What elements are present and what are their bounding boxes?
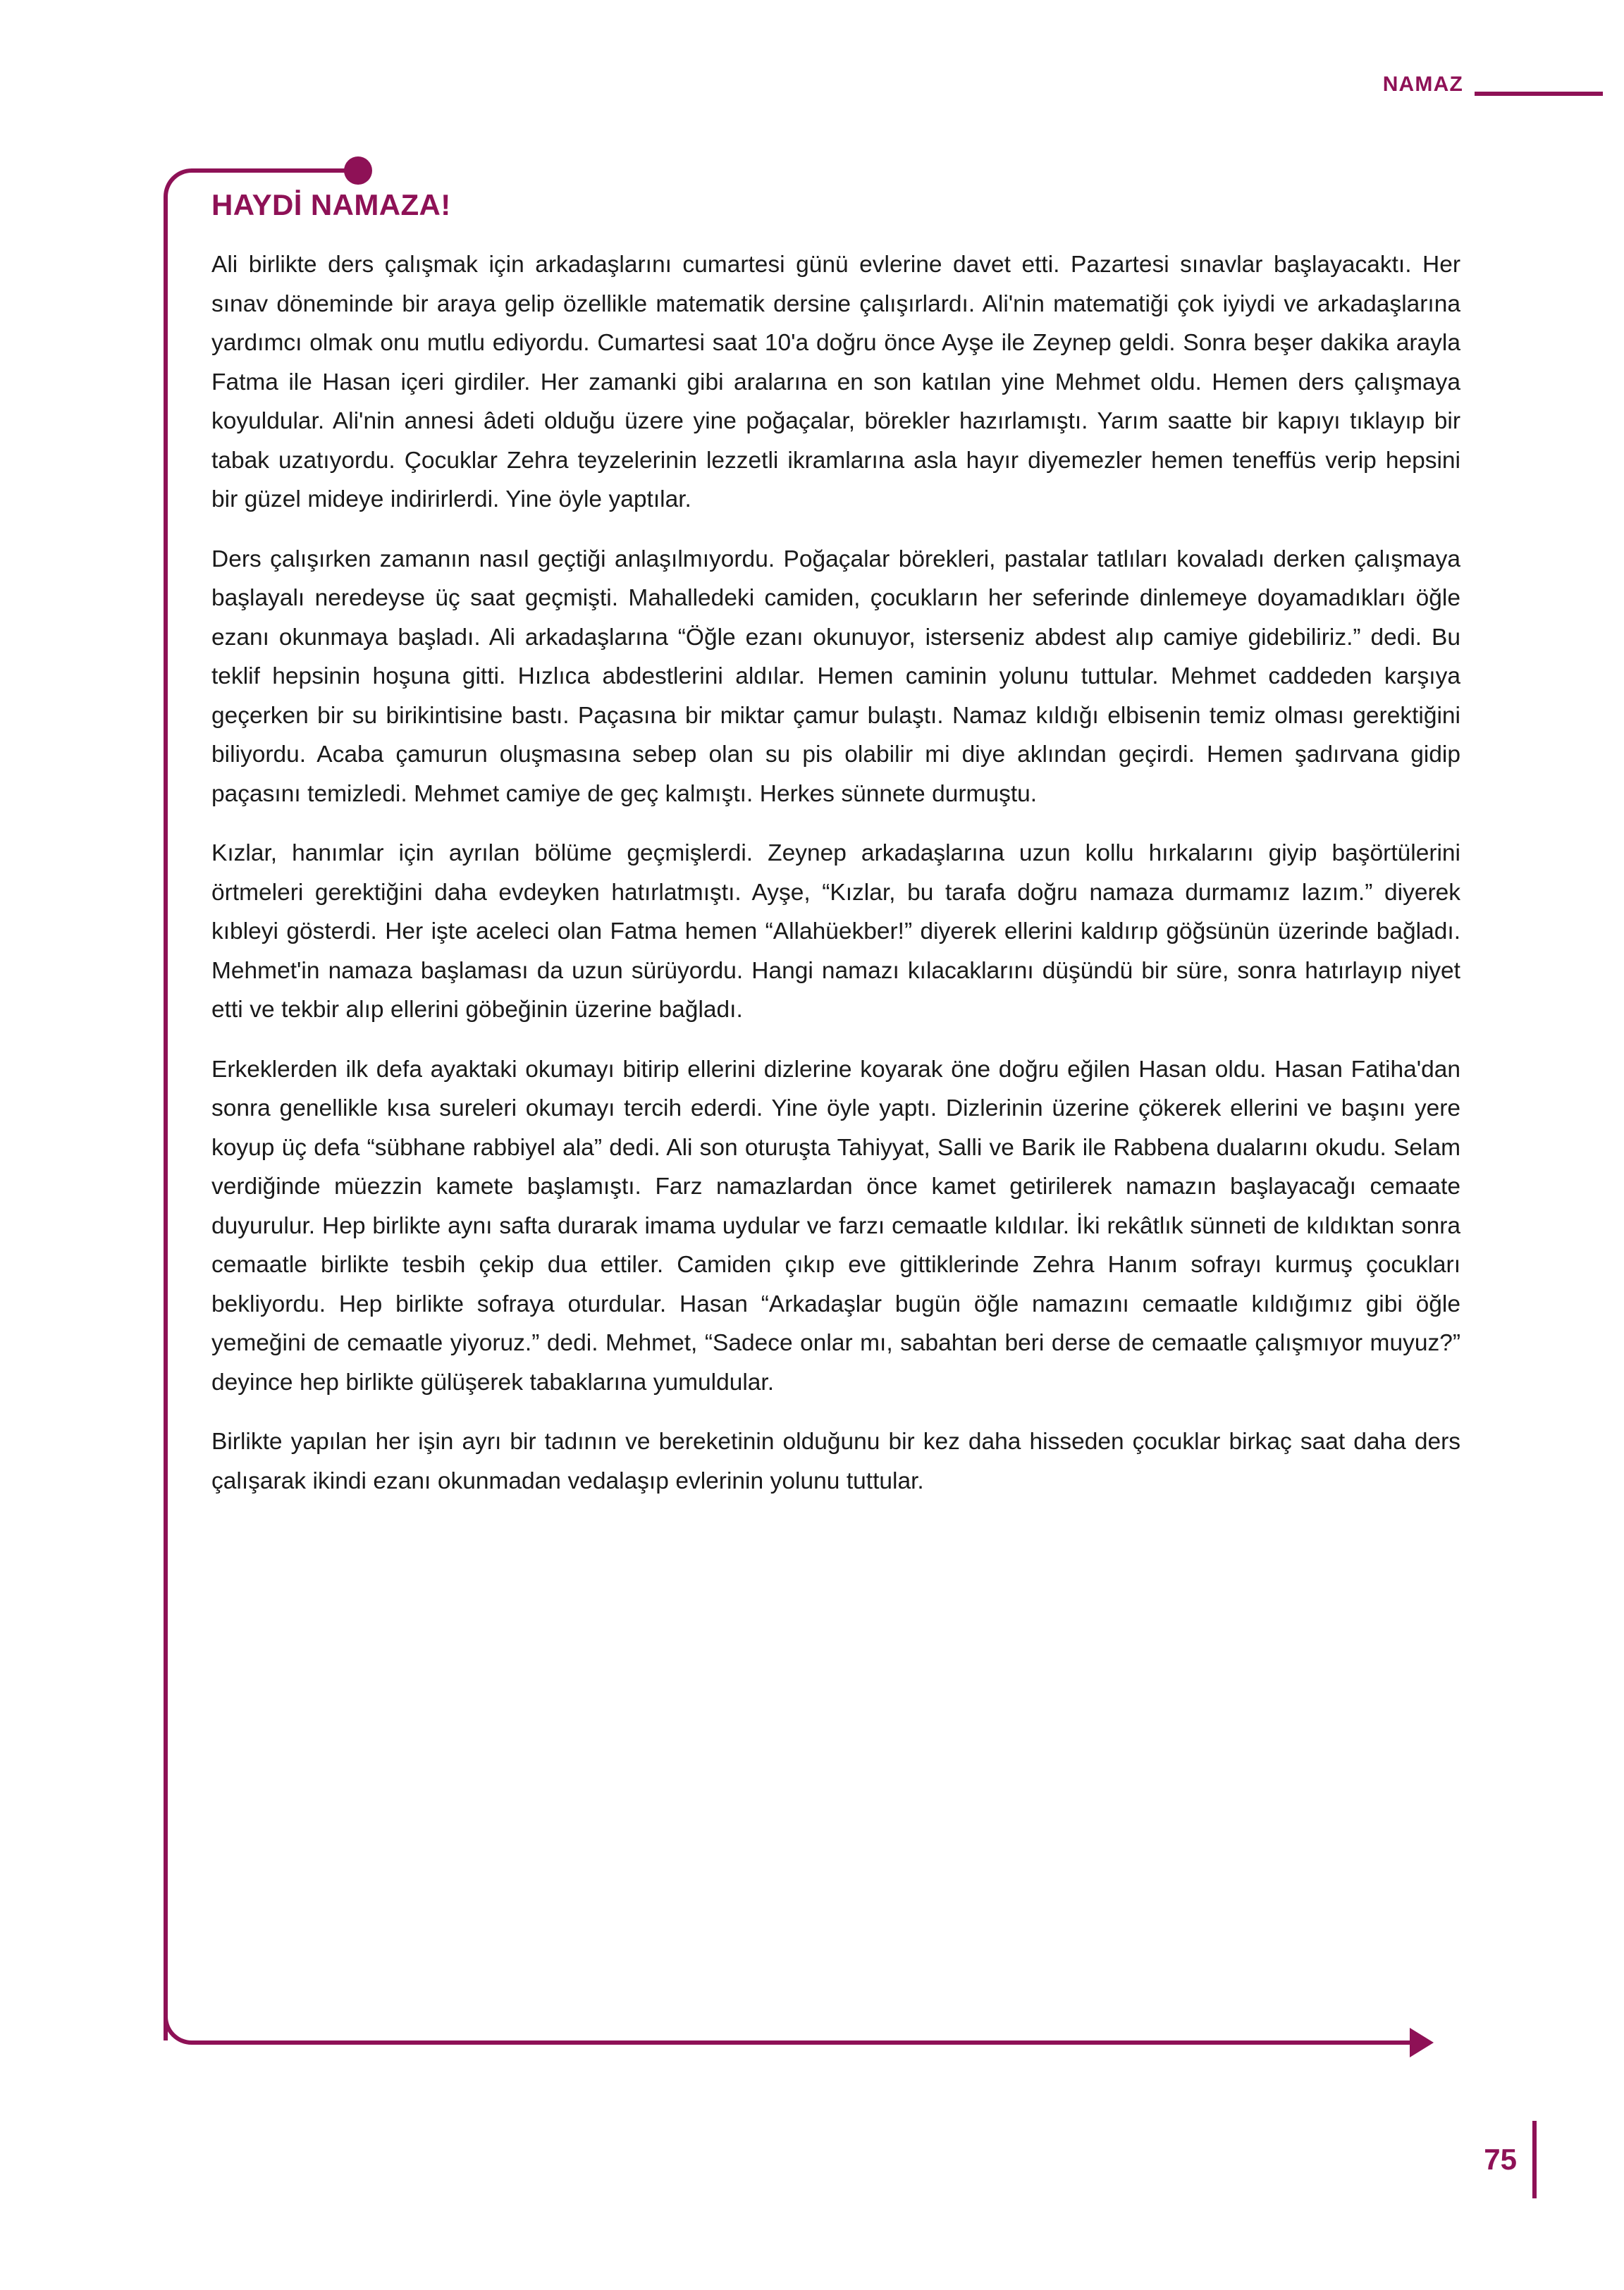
frame-dot-marker	[344, 156, 372, 185]
frame-top-line	[193, 168, 352, 173]
body-paragraph: Kızlar, hanımlar için ayrılan bölüme geçmişlerdi. Zeynep arkadaşlarına uzun kollu hırkalarını giyip başörtülerini örtmeleri gerektiğini daha evdeyken hatırlatmıştı. Ayşe, “Kızlar, bu tarafa doğru namaza durmamız lazım.” diyerek kıbleyi gösterdi. Her işte aceleci olan Fatma hemen “Allahüekber!” diyerek ellerini kaldırıp göğsünün üzerinde bağladı. Mehmet'in namaza başlaması da uzun sürüyordu. Hangi namazı kılacaklarını düşündü bir süre, sonra hatırlayıp niyet etti ve tekbir alıp ellerini göbeğinin üzerine bağladı.	[211, 840, 1460, 1023]
article-content	[211, 189, 1460, 1501]
frame-arrow-icon	[1410, 2028, 1434, 2057]
folio	[1484, 2121, 1624, 2198]
folio-rule	[1532, 2121, 1537, 2198]
frame-bottom-left-corner	[164, 2012, 196, 2045]
frame-left-line	[164, 199, 168, 2040]
frame-bottom-line	[195, 2040, 1421, 2045]
running-head-rule	[1475, 92, 1603, 96]
section-title: HAYDİ NAMAZA!	[211, 188, 451, 221]
frame-top-left-corner	[164, 168, 196, 201]
running-head-label: NAMAZ	[1382, 73, 1463, 96]
running-head	[0, 60, 1624, 109]
page-number: 75	[1484, 2143, 1517, 2176]
body-paragraph: Birlikte yapılan her işin ayrı bir tadının ve bereketinin olduğunu bir kez daha hisseden çocuklar birkaç saat daha ders çalışarak ikindi ezanı okunmadan vedalaşıp evlerinin yolunu tuttular.	[211, 1429, 1460, 1494]
body-paragraph: Erkeklerden ilk defa ayaktaki okumayı bitirip ellerini dizlerine koyarak öne doğru eğilen Hasan oldu. Hasan Fatiha'dan sonra genellikle kısa sureleri okumayı tercih ederdi. Yine öyle yaptı. Dizlerinin üzerine çökerek ellerini ve başını yere koyup üç defa “sübhane rabbiyel ala” dedi. Ali son oturuşta Tahiyyat, Salli ve Barik ile Rabbena dualarını okudu. Selam verdiğinde müezzin kamete başlamıştı. Farz namazlardan önce kamet getirilerek namazın başlayacağı cemaate duyurulur. Hep birlikte aynı safta durarak imama uydular ve farzı cemaatle kıldılar. İki rekâtlık sünneti de kıldıktan sonra cemaatle birlikte tesbih çekip dua ettiler. Camiden çıkıp eve gittiklerinde Zehra Hanım sofrayı kurmuş çocukları bekliyordu. Hep birlikte sofraya oturdular. Hasan “Arkadaşlar bugün öğle namazını cemaatle kıldığımız gibi öğle yemeğini de cemaatle yiyoruz.” dedi. Mehmet, “Sadece onlar mı, sabahtan beri derse de cemaatle çalışmıyor muyuz?” deyince hep birlikte gülüşerek tabaklarına yumuldular.	[211, 1056, 1460, 1396]
body-paragraph: Ders çalışırken zamanın nasıl geçtiği anlaşılmıyordu. Poğaçalar börekleri, pastalar tatlıları kovaladı derken çalışmaya başlayalı neredeyse üç saat geçmişti. Mahalledeki camiden, çocukların her seferinde dinlemeye doyamadıkları öğle ezanı okunmaya başladı. Ali arkadaşlarına “Öğle ezanı okunuyor, isterseniz abdest alıp camiye gidebiliriz.” dedi. Bu teklif hepsinin hoşuna gitti. Hızlıca abdestlerini aldılar. Hemen caminin yolunu tuttular. Mehmet caddeden karşıya geçerken bir su birikintisine bastı. Paçasına bir miktar çamur bulaştı. Namaz kıldığı elbisenin temiz olması gerektiğini biliyordu. Acaba çamurun oluşmasına sebep olan su pis olabilir mi diye aklından geçirdi. Hemen şadırvana gidip paçasını temizledi. Mehmet camiye de geç kalmıştı. Herkes sünnete durmuştu.	[211, 546, 1460, 807]
body-paragraph: Ali birlikte ders çalışmak için arkadaşlarını cumartesi günü evlerine davet etti. Pazartesi sınavlar başlayacaktı. Her sınav döneminde bir araya gelip özellikle matematik dersine çalışırlardı. Ali'nin matematiği çok iyiydi ve arkadaşlarına yardımcı olmak onu mutlu ediyordu. Cumartesi saat 10'a doğru önce Ayşe ile Zeynep geldi. Sonra beşer dakika arayla Fatma ile Hasan içeri girdiler. Her zamanki gibi aralarına en son katılan yine Mehmet oldu. Hemen ders çalışmaya koyuldular. Ali'nin annesi âdeti olduğu üzere yine poğaçalar, börekler hazırlamıştı. Yarım saatte bir kapıyı tıklayıp bir tabak uzatıyordu. Çocuklar Zehra teyzelerinin lezzetli ikramlarına asla hayır diyemezler hemen teneffüs verip hepsini bir güzel mideye indirirlerdi. Yine öyle yaptılar.	[211, 252, 1460, 513]
